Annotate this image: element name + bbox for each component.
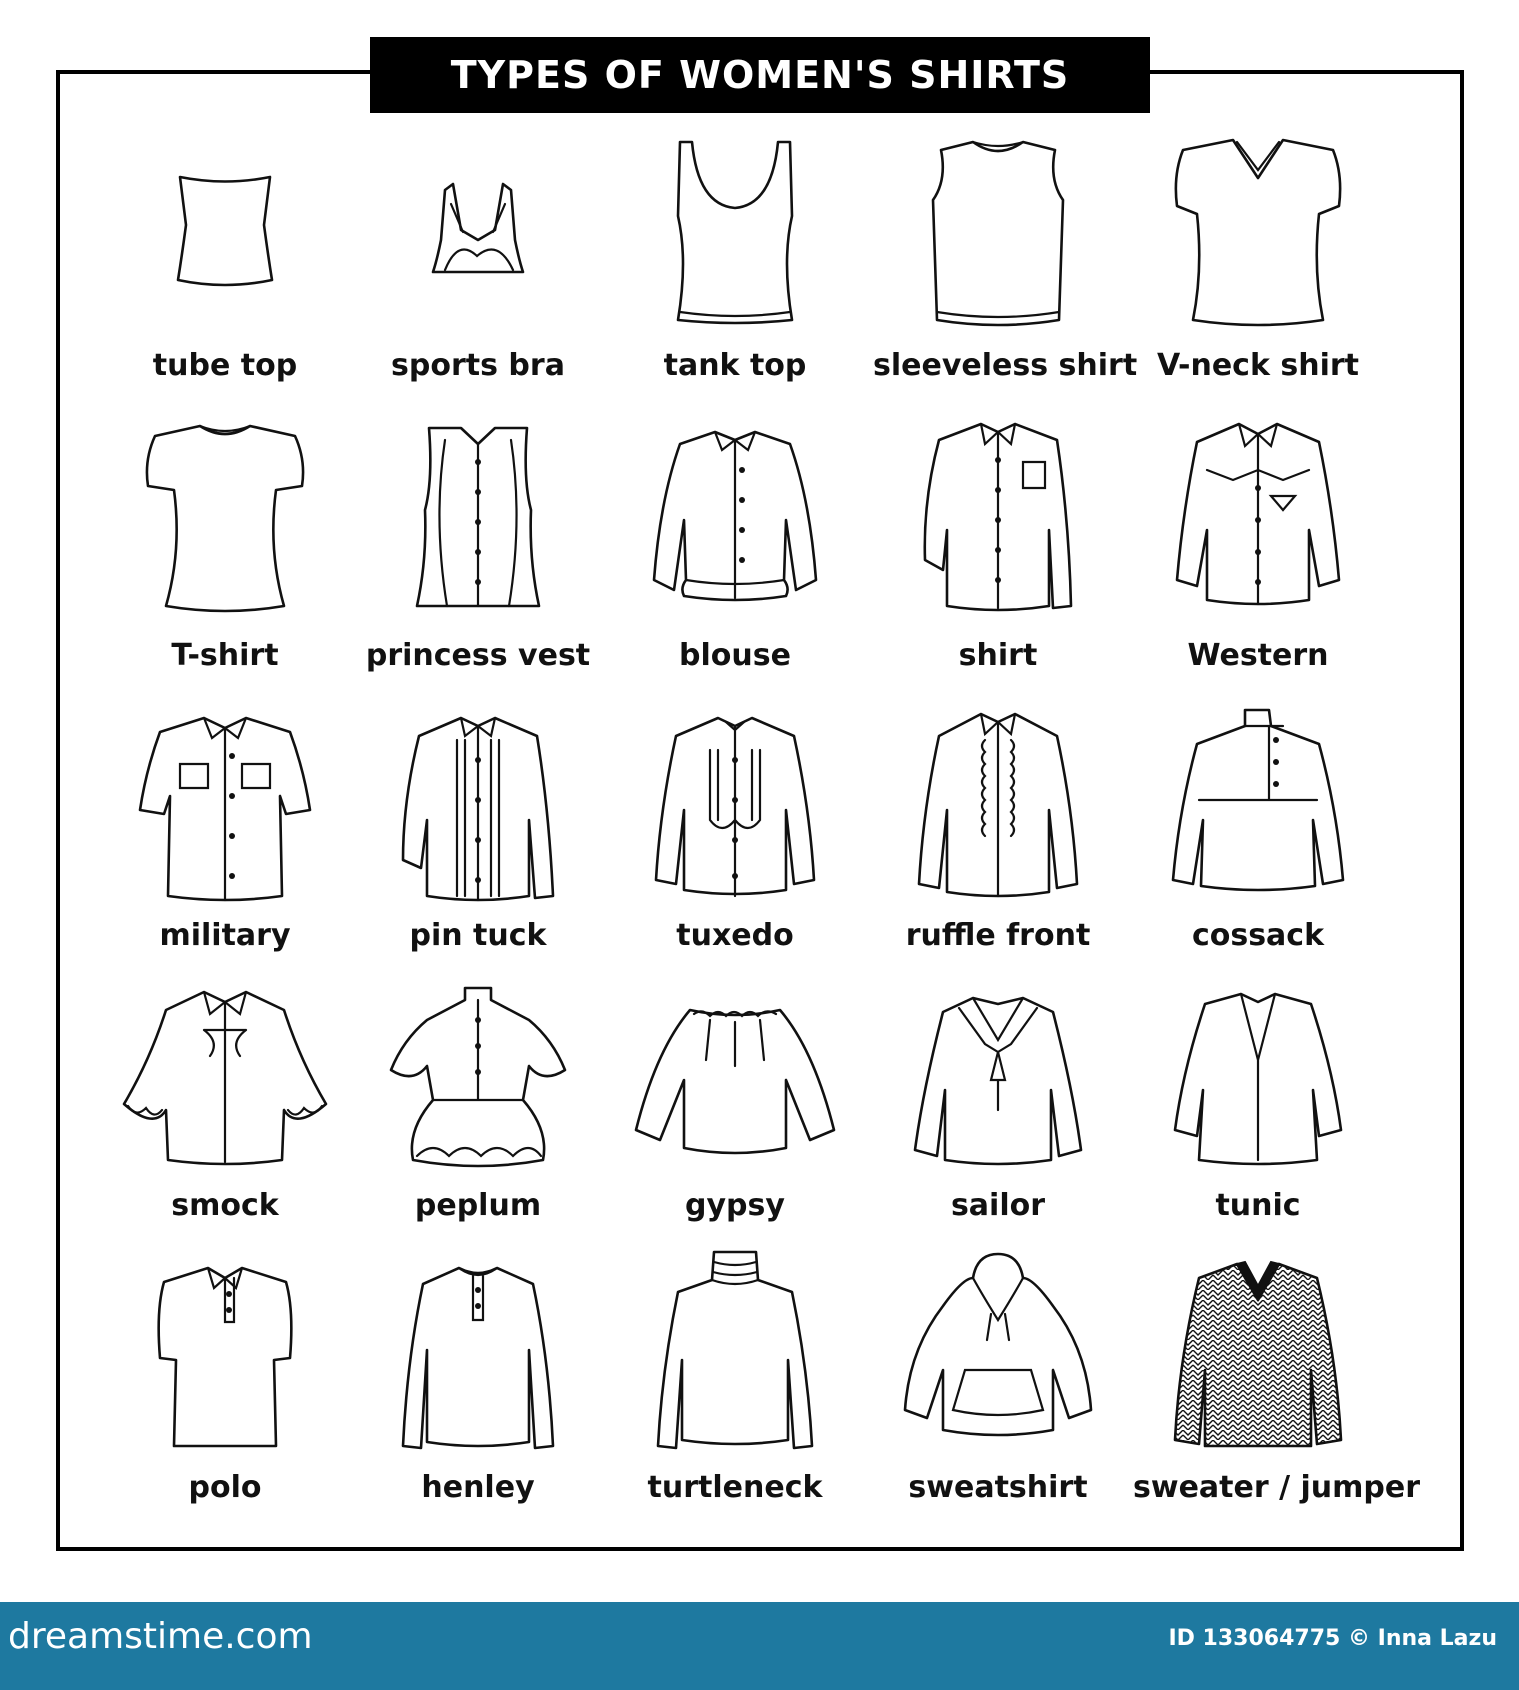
shirt-icon [873,410,1123,620]
sports-bra-icon [353,120,603,320]
item-label: smock [171,1188,279,1223]
garment-cell [610,1250,860,1510]
garment-cell [610,120,860,390]
tank-top-icon [610,120,860,340]
t-shirt-icon [100,410,350,620]
garment-cell [353,700,603,960]
garment-cell [100,1250,350,1510]
garment-cell [1133,120,1383,390]
gypsy-blouse-icon [610,980,860,1180]
garment-cell [873,700,1123,960]
item-label: henley [421,1470,535,1505]
garment-cell [353,410,603,680]
garment-cell [610,980,860,1230]
item-label: T-shirt [171,638,279,673]
blouse-icon [610,410,860,620]
polo-shirt-icon [100,1250,350,1450]
garment-cell [1133,410,1383,680]
garment-cell [100,410,350,680]
military-shirt-icon [100,700,350,910]
garment-cell [873,120,1138,390]
garment-cell [100,120,350,390]
henley-shirt-icon [353,1250,603,1450]
footer-brand[interactable]: dreamstime.com [8,1616,313,1657]
item-label: pin tuck [409,918,547,953]
item-label: sailor [950,1188,1046,1223]
v-neck-shirt-icon [1133,120,1383,340]
garment-cell [353,1250,603,1510]
item-label: turtleneck [647,1470,823,1505]
garment-cell [873,1250,1123,1510]
item-label: cossack [1191,918,1325,953]
item-label: peplum [414,1188,542,1223]
item-label: sports bra [391,348,565,383]
item-label: princess vest [365,638,591,673]
garment-cell [610,700,860,960]
item-label: polo [188,1470,262,1505]
item-label: military [159,918,291,953]
pin-tuck-shirt-icon [353,700,603,910]
garment-cell [353,980,603,1230]
sweatshirt-icon [873,1250,1123,1450]
item-label: V-neck shirt [1156,348,1359,383]
footer-bar [0,1602,1519,1690]
garment-cell [1133,700,1383,960]
garment-cell [873,980,1123,1230]
tunic-icon [1133,980,1383,1180]
page-title: TYPES OF WOMEN'S SHIRTS [450,53,1070,97]
item-label: sleeveless shirt [873,348,1138,383]
item-label: blouse [679,638,791,673]
tube-top-icon [100,120,350,320]
item-label: gypsy [685,1188,785,1223]
garment-cell [1133,1250,1421,1510]
cossack-shirt-icon [1133,700,1383,910]
title-banner [370,37,1150,113]
item-label: sweatshirt [908,1470,1088,1505]
sleeveless-shirt-icon [873,120,1123,340]
footer-id-credit: ID 133064775 © Inna Lazu [1168,1626,1497,1651]
turtleneck-icon [610,1250,860,1450]
garment-cell [353,120,603,390]
item-label: shirt [958,638,1038,673]
item-label: tank top [663,348,807,383]
garment-cell [100,700,350,960]
item-label: tunic [1215,1188,1301,1223]
ruffle-front-shirt-icon [873,700,1123,910]
item-label: ruffle front [905,918,1091,953]
tuxedo-shirt-icon [610,700,860,910]
sailor-shirt-icon [873,980,1123,1180]
sweater-icon [1133,1250,1383,1450]
item-label: tuxedo [676,918,794,953]
western-shirt-icon [1133,410,1383,620]
item-label: Western [1187,638,1329,673]
princess-vest-icon [353,410,603,620]
item-label: tube top [152,348,298,383]
garment-cell [1133,980,1383,1230]
item-label: sweater / jumper [1133,1470,1421,1505]
smock-icon [100,980,350,1180]
garment-cell [873,410,1123,680]
garment-cell [610,410,860,680]
peplum-top-icon [353,980,603,1180]
garment-cell [100,980,350,1230]
